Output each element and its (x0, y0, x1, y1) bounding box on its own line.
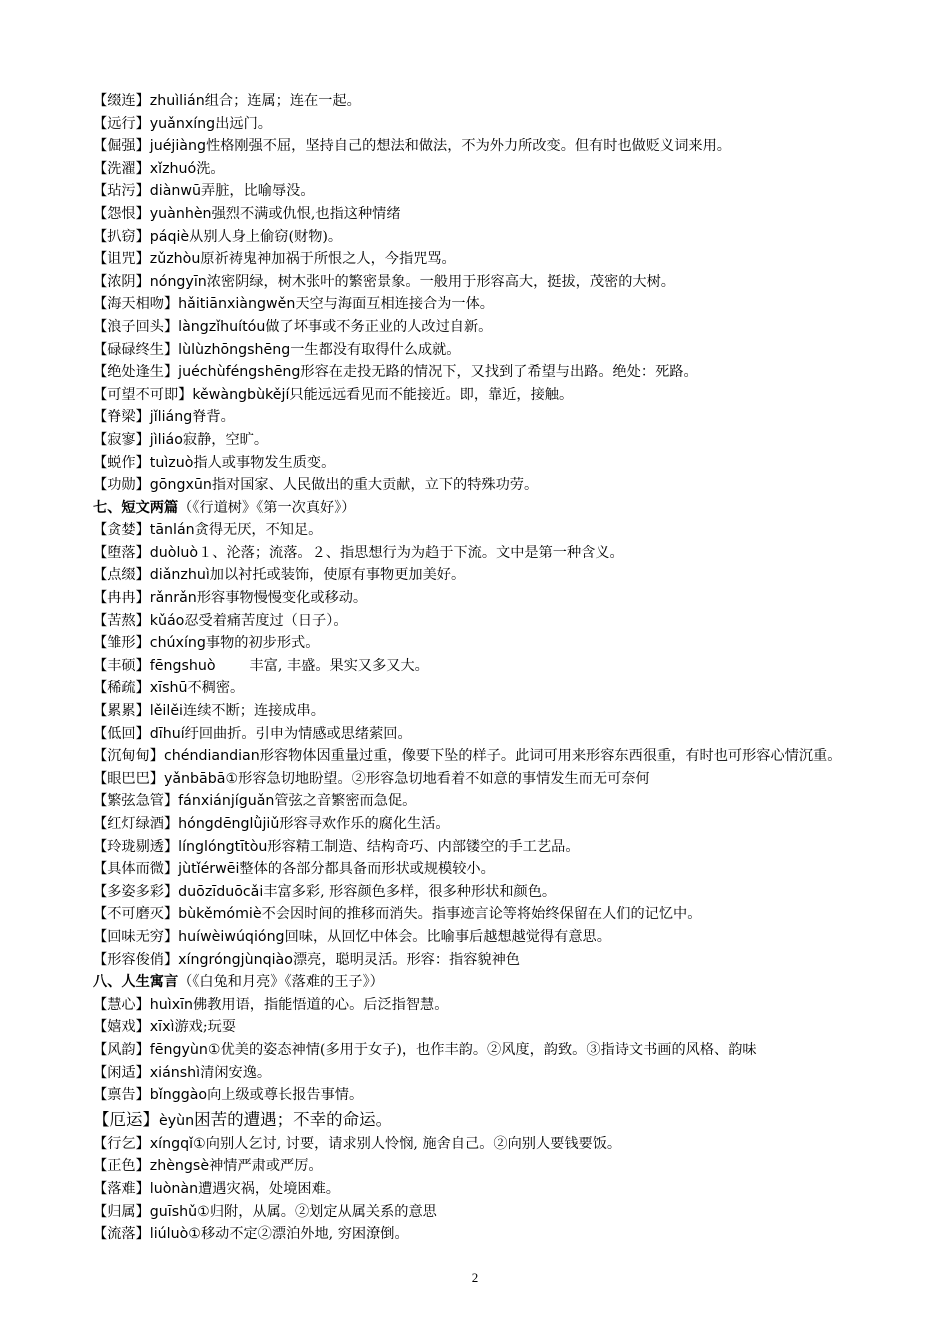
vocab-definition: 整体的各部分都具备而形状或规模较小。 (239, 861, 495, 878)
vocab-pinyin: hóngdēnglǜjiǔ (178, 816, 280, 832)
vocab-pinyin: tānlán (149, 522, 195, 539)
vocab-term: 【贪婪】 (93, 522, 150, 539)
vocab-definition: 形容物体因重量过重，像要下坠的样子。此词可用来形容东西很重，有时也可形容心情沉重。 (259, 748, 842, 765)
vocab-entry (93, 949, 893, 972)
vocab-entry (93, 768, 893, 791)
vocab-entry (93, 655, 893, 678)
vocab-pinyin: kǔáo (149, 612, 185, 629)
vocab-definition: 浓密阴绿，树木张叶的繁密景象。一般用于形容高大，挺拔，茂密的大树。 (206, 273, 675, 290)
vocab-definition: 游戏;玩耍 (174, 1019, 236, 1036)
vocab-term: 【浪子回头】 (93, 318, 179, 335)
vocab-entry (93, 587, 893, 610)
vocab-definition: 一生都没有取得什么成就。 (290, 341, 461, 358)
vocab-entry (93, 836, 893, 859)
vocab-pinyin: diànwū (149, 183, 201, 200)
vocab-entry (93, 813, 893, 836)
vocab-entry (93, 339, 893, 362)
vocab-pinyin: juéchùféngshēng (178, 364, 301, 381)
vocab-definition: 漂亮，聪明灵活。形容：指容貌神色 (292, 951, 520, 968)
vocab-definition: 只能远远看见而不能接近。即，靠近，接触。 (289, 386, 574, 403)
vocab-pinyin: yuànhèn (149, 205, 212, 222)
vocab-pinyin: kěwàngbùkějí (192, 386, 290, 403)
vocab-term: 【不可磨灭】 (93, 906, 179, 923)
vocab-pinyin: duòluò (149, 544, 199, 561)
vocab-entry (93, 226, 893, 249)
vocab-pinyin: xǐzhuó (149, 160, 197, 177)
vocab-pinyin: liúluò (149, 1226, 189, 1243)
vocab-entry (93, 881, 893, 904)
vocab-entry (93, 700, 893, 723)
vocab-term: 【归属】 (93, 1203, 150, 1220)
section-title: 七、短文两篇 (93, 499, 179, 516)
document-body (93, 90, 893, 1246)
vocab-term: 【玲珑剔透】 (93, 838, 179, 855)
vocab-term: 【堕落】 (93, 544, 150, 561)
vocab-term: 【沉甸甸】 (93, 748, 164, 765)
vocab-entry (93, 90, 893, 113)
vocab-definition: 贪得无厌，不知足。 (194, 522, 323, 539)
vocab-entry (93, 632, 893, 655)
vocab-definition: 丰富, 丰盛。果实又多又大。 (249, 657, 429, 674)
vocab-term: 【厄运】 (93, 1109, 159, 1129)
vocab-term: 【慧心】 (93, 996, 150, 1013)
vocab-definition: 寂静，空旷。 (182, 431, 269, 448)
vocab-definition: 不会因时间的推移而消失。指事迹言论等将始终保留在人们的记忆中。 (261, 906, 702, 923)
vocab-definition: 不稠密。 (187, 680, 245, 697)
vocab-definition: 洗。 (196, 160, 225, 177)
vocab-entry (93, 994, 893, 1017)
vocab-entry (93, 293, 893, 316)
vocab-term: 【稀疏】 (93, 680, 150, 697)
vocab-pinyin: fánxiánjíguǎn (178, 793, 275, 810)
vocab-pinyin: huìxīn (149, 996, 194, 1013)
vocab-pinyin: jùtǐérwēi (178, 861, 240, 878)
section-source: （《行道树》《第一次真好》） (178, 499, 356, 516)
vocab-pinyin: xīxì (149, 1019, 175, 1036)
vocab-pinyin: nóngyīn (149, 273, 207, 290)
vocab-term: 【碌碌终生】 (93, 341, 179, 358)
vocab-pinyin: chéndiandian (163, 748, 260, 765)
vocab-entry (93, 316, 893, 339)
vocab-definition: 加以衬托或装饰，使原有事物更加美好。 (209, 567, 466, 584)
vocab-definition: 从别人身上偷窃(财物)。 (189, 228, 343, 245)
vocab-pinyin: èyùn (159, 1112, 195, 1129)
vocab-term: 【形容俊俏】 (93, 951, 179, 968)
vocab-term: 【闲适】 (93, 1064, 150, 1081)
vocab-pinyin: fēngshuò (149, 657, 216, 674)
vocab-definition: 佛教用语，指能悟道的心。后泛指智慧。 (193, 996, 449, 1013)
vocab-definition: 困苦的遭遇；不幸的命运。 (194, 1109, 393, 1129)
vocab-term: 【禀告】 (93, 1087, 150, 1104)
vocab-term: 【冉冉】 (93, 590, 150, 607)
vocab-definition: 做了坏事或不务正业的人改过自新。 (265, 318, 493, 335)
vocab-entry (93, 519, 893, 542)
section-source: （《白兔和月亮》《落难的王子》） (178, 974, 384, 991)
vocab-definition: 弄脏，比喻辱没。 (201, 183, 315, 200)
vocab-term: 【流落】 (93, 1226, 150, 1243)
vocab-term: 【诅咒】 (93, 251, 150, 268)
vocab-term: 【蜕作】 (93, 454, 150, 471)
vocab-definition: 组合；连属；连在一起。 (204, 93, 361, 109)
vocab-entry (93, 1062, 893, 1085)
vocab-definition: 清闲安逸。 (200, 1064, 272, 1081)
vocab-term: 【倔强】 (93, 138, 150, 155)
vocab-term: 【远行】 (93, 115, 150, 132)
vocab-definition: 天空与海面互相连接合为一体。 (295, 296, 494, 313)
vocab-entry (93, 384, 893, 407)
vocab-term: 【可望不可即】 (93, 386, 193, 403)
vocab-definition: ①归附，从属。②划定从属关系的意思 (197, 1203, 437, 1220)
vocab-entry (93, 926, 893, 949)
vocab-entry (93, 903, 893, 926)
vocab-entry (93, 542, 893, 565)
section-heading-8 (93, 971, 893, 994)
vocab-entry (93, 1155, 893, 1178)
vocab-pinyin: luònàn (149, 1180, 199, 1197)
vocab-pinyin: làngzǐhuítóu (178, 318, 266, 335)
vocab-entry (93, 1108, 893, 1133)
vocab-pinyin: xīshū (149, 680, 188, 697)
vocab-term: 【绝处逢生】 (93, 364, 179, 381)
vocab-term: 【行乞】 (93, 1135, 150, 1152)
vocab-term: 【低回】 (93, 725, 150, 742)
vocab-pinyin: lěilěi (149, 703, 183, 720)
vocab-pinyin: huíwèiwúqióng (178, 928, 285, 945)
vocab-definition: 形容在走投无路的情况下，又找到了希望与出路。绝处：死路。 (300, 364, 698, 381)
vocab-pinyin: yuǎnxíng (149, 115, 216, 132)
vocab-definition: 事物的初步形式。 (205, 635, 320, 652)
vocab-list-section7 (93, 519, 893, 971)
vocab-pinyin: chúxíng (149, 635, 206, 652)
vocab-term: 【扒窃】 (93, 228, 150, 245)
vocab-entry (93, 1133, 893, 1156)
vocab-pinyin: línglóngtītòu (178, 838, 268, 855)
vocab-pinyin: fēngyùn (149, 1041, 208, 1058)
vocab-pinyin: tuìzuò (149, 454, 194, 471)
vocab-list-section6 (93, 90, 893, 497)
vocab-term: 【回味无穷】 (93, 928, 179, 945)
section-title: 八、人生寓言 (93, 974, 179, 991)
vocab-list-section8-cont (93, 1133, 893, 1246)
vocab-entry (93, 248, 893, 271)
vocab-definition: 指人或事物发生质变。 (193, 454, 336, 471)
vocab-term: 【风韵】 (93, 1041, 150, 1058)
vocab-pinyin: xiánshì (149, 1064, 201, 1081)
vocab-pinyin: juéjiàng (149, 138, 207, 155)
vocab-entry (93, 203, 893, 226)
vocab-definition: １、沦落；流落。２、指思想行为为趋于下流。文中是第一种含义。 (198, 544, 624, 561)
vocab-term: 【眼巴巴】 (93, 770, 164, 787)
vocab-definition: 性格刚强不屈，坚持自己的想法和做法，不为外力所改变。但有时也做贬义词来用。 (206, 138, 731, 155)
vocab-definition: 神情严肃或严厉。 (209, 1158, 323, 1175)
vocab-term: 【繁弦急管】 (93, 793, 179, 810)
vocab-pinyin: duōzīduōcǎi (178, 883, 264, 900)
vocab-term: 【正色】 (93, 1158, 150, 1175)
vocab-entry (93, 158, 893, 181)
vocab-pinyin: bǐnggào (149, 1087, 208, 1104)
vocab-term: 【寂寥】 (93, 431, 150, 448)
vocab-entry (93, 1223, 893, 1246)
vocab-definition: 纡回曲折。引申为情感或思绪萦回。 (184, 725, 412, 742)
vocab-term: 【丰硕】 (93, 657, 150, 674)
vocab-pinyin: diǎnzhuì (149, 567, 210, 584)
vocab-pinyin: zhuìlián (149, 93, 205, 109)
vocab-term: 【玷污】 (93, 183, 150, 200)
vocab-term: 【缀连】 (93, 93, 150, 109)
vocab-definition: 脊背。 (192, 409, 235, 426)
vocab-pinyin: gōngxūn (149, 477, 212, 494)
vocab-definition: 向上级或尊长报告事情。 (207, 1087, 364, 1104)
vocab-pinyin: páqiè (149, 228, 190, 245)
vocab-entry (93, 610, 893, 633)
vocab-term: 【苦熬】 (93, 612, 150, 629)
vocab-entry (93, 677, 893, 700)
vocab-definition: 形容事物慢慢变化或移动。 (196, 590, 368, 607)
vocab-term: 【雏形】 (93, 635, 150, 652)
vocab-definition: 指对国家、人民做出的重大贡献，立下的特殊功劳。 (211, 477, 539, 494)
vocab-term: 【落难】 (93, 1180, 150, 1197)
vocab-entry (93, 271, 893, 294)
vocab-pinyin: bùkěmómiè (178, 906, 262, 923)
vocab-entry (93, 113, 893, 136)
vocab-pinyin: zǔzhòu (149, 251, 201, 268)
vocab-pinyin: xíngqǐ (149, 1135, 194, 1152)
vocab-entry (93, 858, 893, 881)
vocab-pinyin: hǎitiānxiàngwěn (178, 296, 296, 313)
vocab-pinyin: yǎnbābā (163, 770, 226, 787)
vocab-entry (93, 564, 893, 587)
vocab-pinyin: guīshǔ (149, 1203, 198, 1220)
vocab-term: 【海天相吻】 (93, 296, 179, 313)
vocab-term: 【点缀】 (93, 567, 150, 584)
vocab-entry (93, 790, 893, 813)
vocab-entry (93, 1039, 893, 1062)
vocab-definition: 形容精工制造、结构奇巧、内部镂空的手工艺品。 (267, 838, 580, 855)
vocab-definition: 出远门。 (215, 115, 272, 132)
vocab-pinyin: xíngróngjùnqiào (178, 951, 293, 968)
vocab-entry (93, 452, 893, 475)
vocab-definition: 连续不断；连接成串。 (183, 703, 325, 720)
vocab-term: 【浓阴】 (93, 273, 150, 290)
section-heading-7 (93, 497, 893, 520)
vocab-definition: 回味，从回忆中体会。比喻事后越想越觉得有意思。 (284, 928, 611, 945)
vocab-pinyin: jìliáo (149, 431, 183, 448)
vocab-definition: 管弦之音繁密而急促。 (274, 793, 417, 810)
vocab-term: 【红灯绿酒】 (93, 816, 179, 832)
vocab-entry (93, 1178, 893, 1201)
vocab-pinyin: lùlùzhōngshēng (178, 341, 291, 358)
vocab-entry (93, 1084, 893, 1107)
vocab-term: 【多姿多彩】 (93, 883, 179, 900)
vocab-entry (93, 361, 893, 384)
vocab-entry (93, 723, 893, 746)
vocab-term: 【脊梁】 (93, 409, 150, 426)
vocab-definition: 丰富多彩, 形容颜色多样，很多种形状和颜色。 (263, 883, 557, 900)
vocab-term: 【嬉戏】 (93, 1019, 150, 1036)
vocab-term: 【具体而微】 (93, 861, 179, 878)
vocab-term: 【洗濯】 (93, 160, 150, 177)
vocab-entry (93, 1016, 893, 1039)
vocab-definition: 原祈祷鬼神加祸于所恨之人，今指咒骂。 (200, 251, 456, 268)
vocab-definition: ①向别人乞讨, 讨要，请求别人怜悯, 施舍自己。②向别人要钱要饭。 (193, 1135, 622, 1152)
vocab-entry (93, 135, 893, 158)
vocab-definition: 遭遇灾祸，处境困难。 (198, 1180, 340, 1197)
vocab-definition: ①优美的姿态神情(多用于女子)，也作丰韵。②风度，韵致。③指诗文书画的风格、韵味 (207, 1041, 757, 1058)
vocab-pinyin: dīhuí (149, 725, 185, 742)
vocab-entry (93, 406, 893, 429)
vocab-term: 【功勋】 (93, 477, 150, 494)
vocab-list-section8 (93, 994, 893, 1107)
vocab-entry (93, 180, 893, 203)
vocab-definition: ①移动不定②漂泊外地, 穷困潦倒。 (188, 1226, 409, 1243)
vocab-pinyin: rǎnrǎn (149, 590, 197, 607)
vocab-definition: 强烈不满或仇恨,也指这种情绪 (211, 205, 401, 222)
vocab-term: 【累累】 (93, 703, 150, 720)
vocab-entry (93, 429, 893, 452)
page-number: 2 (471, 1270, 479, 1285)
vocab-entry (93, 474, 893, 497)
vocab-entry (93, 1201, 893, 1224)
vocab-definition: 忍受着痛苦度过（日子）。 (184, 612, 348, 629)
vocab-term: 【怨恨】 (93, 205, 150, 222)
vocab-entry (93, 745, 893, 768)
vocab-definition: 形容寻欢作乐的腐化生活。 (279, 816, 450, 832)
vocab-pinyin: zhèngsè (149, 1158, 210, 1175)
vocab-definition: ①形容急切地盼望。②形容急切地看着不如意的事情发生而无可奈何 (225, 770, 650, 787)
vocab-pinyin: jǐliáng (149, 409, 193, 426)
